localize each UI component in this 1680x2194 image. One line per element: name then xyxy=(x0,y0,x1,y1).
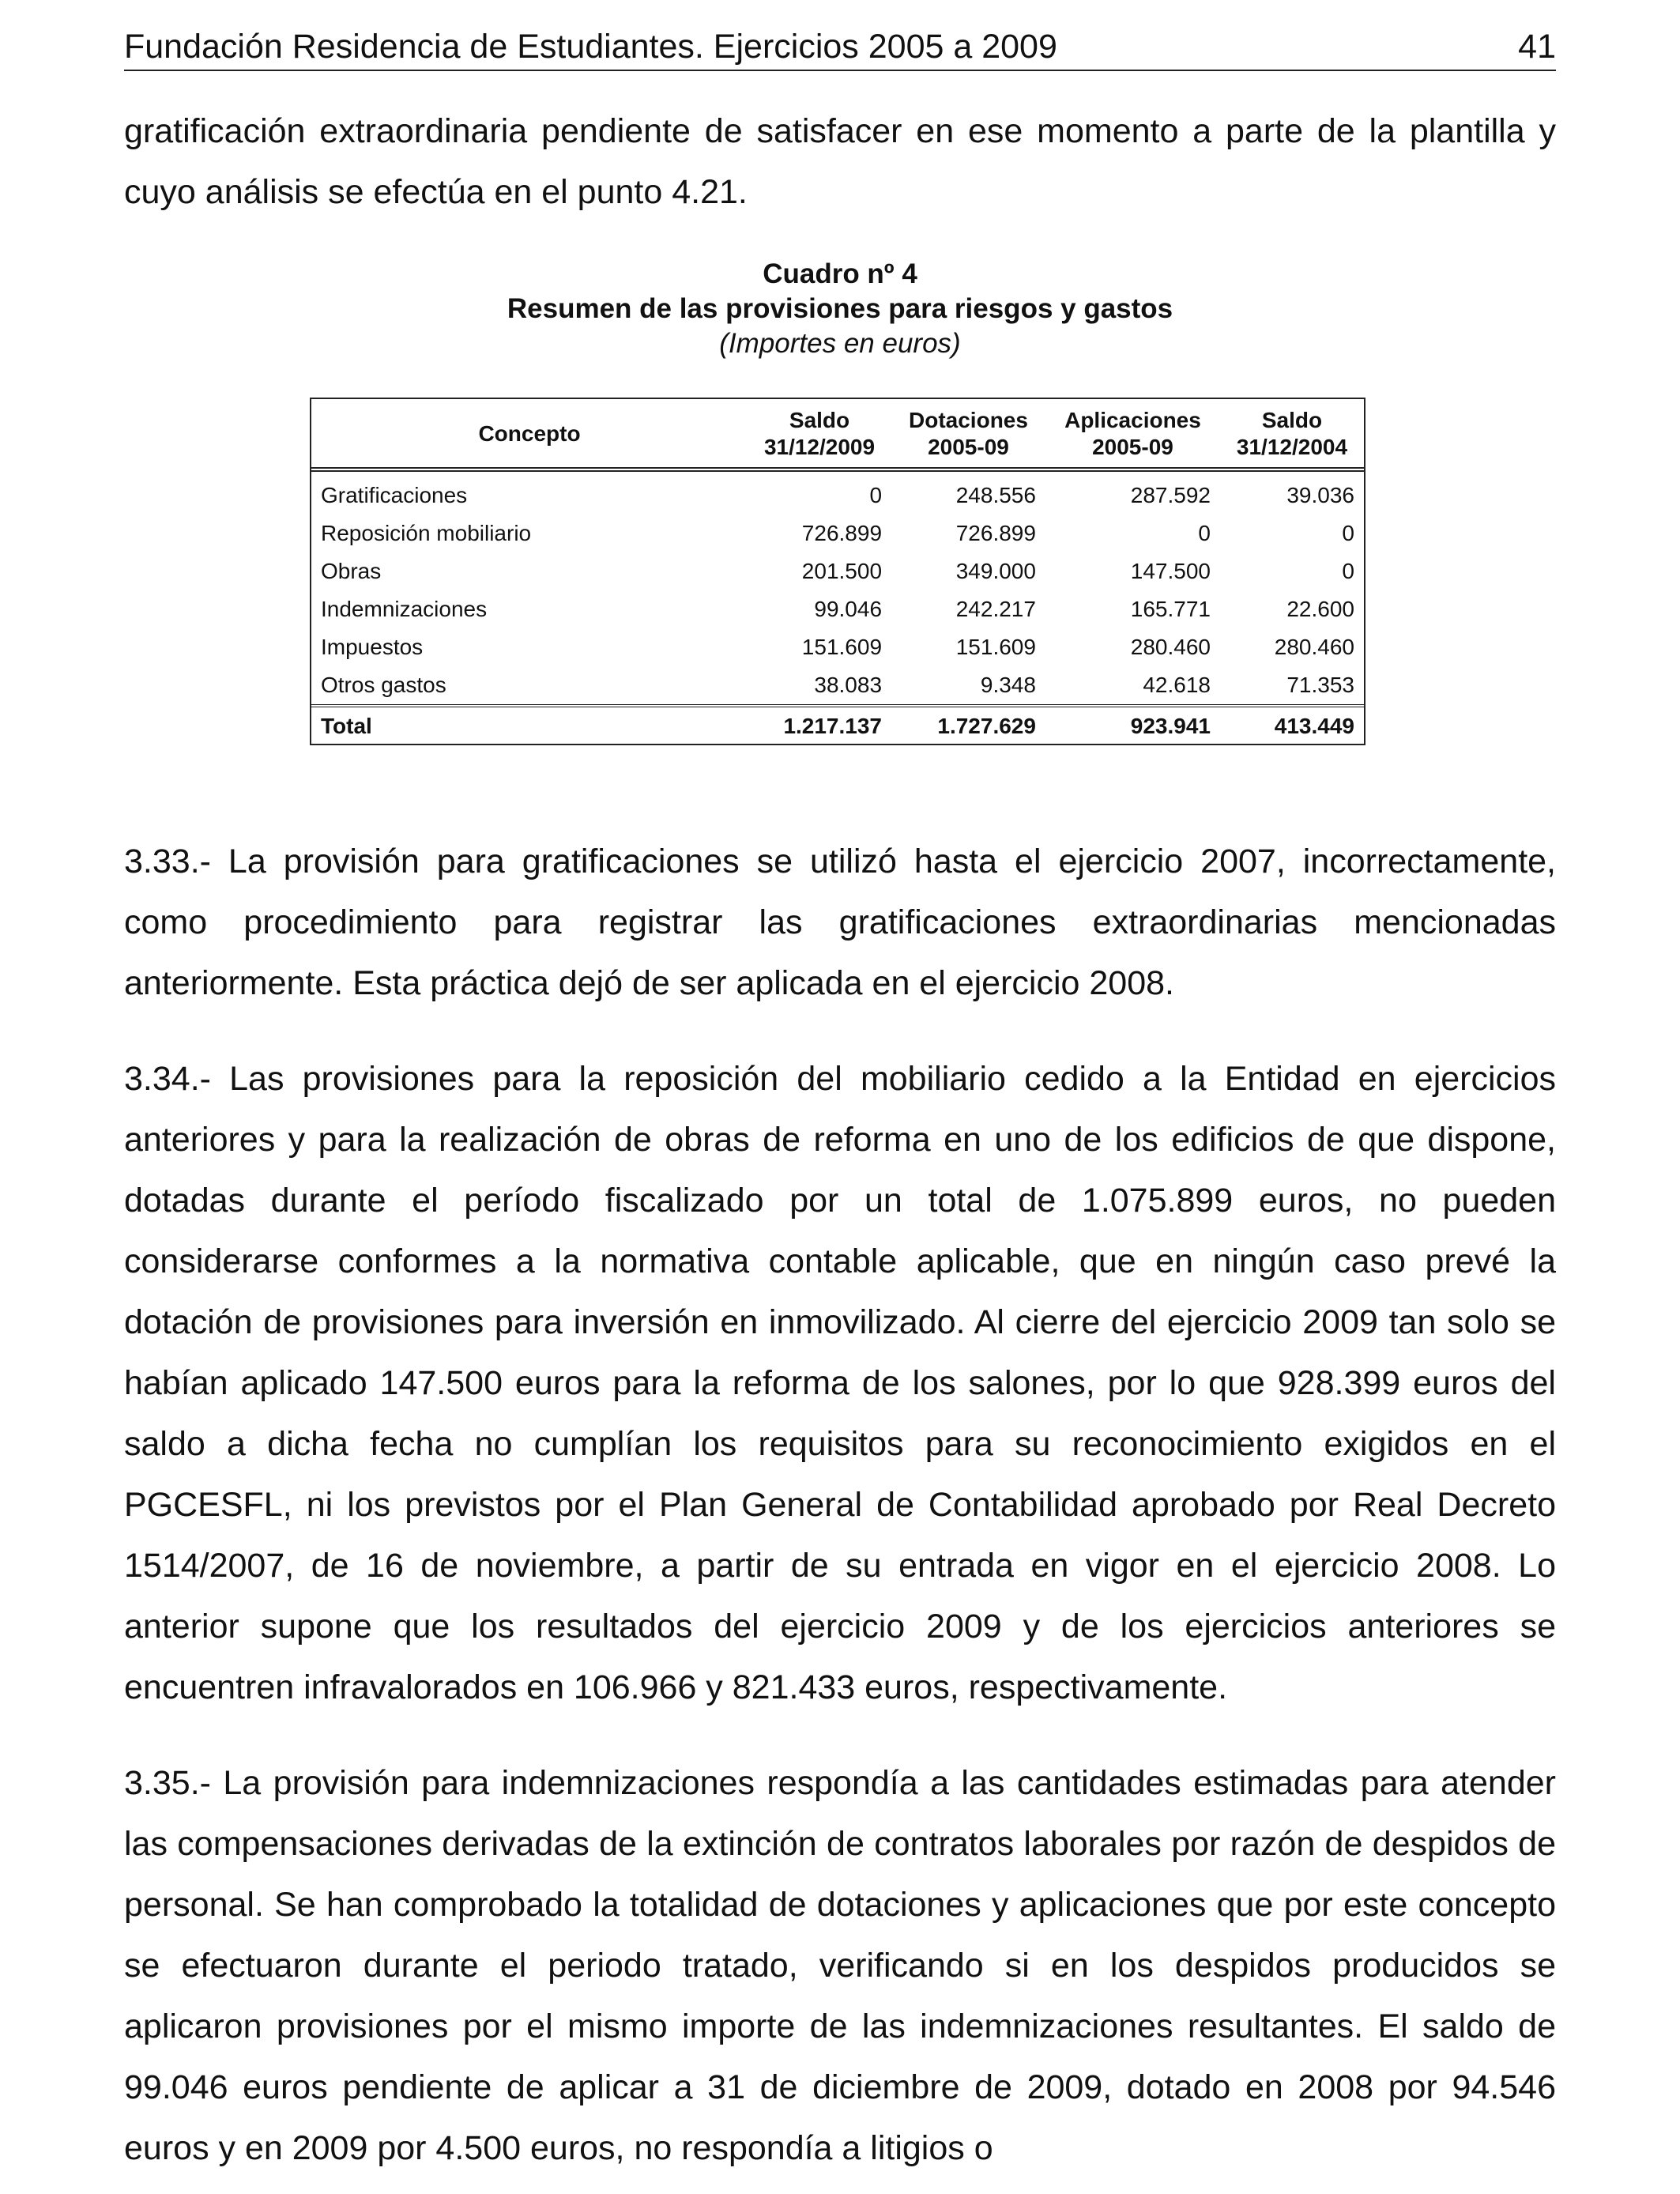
header-saldo-2009-line2: 31/12/2009 xyxy=(763,435,876,459)
table-row xyxy=(311,628,1364,666)
cell-saldo-2009: 201.500 xyxy=(801,559,883,583)
cell-dotaciones: 349.000 xyxy=(955,559,1036,583)
header-saldo-2009 xyxy=(748,399,891,469)
table-number: Cuadro nº 4 xyxy=(763,258,917,289)
cell-concepto: Reposición mobiliario xyxy=(321,521,532,545)
paragraph-3-33: 3.33.- La provisión para gratificaciones se utilizó hasta el ejercicio 2007, incorrectamente, como procedimiento para registrar las gratificaciones extraordinarias mencionadas anteriormente. Esta práctica dejó de ser aplicada en el ejercicio 2008. xyxy=(124,843,1556,1002)
total-dotaciones: 1.727.629 xyxy=(891,706,1045,745)
cell-aplicaciones: 147.500 xyxy=(1130,559,1211,583)
header-title: Fundación Residencia de Estudiantes. Ejercicios 2005 a 2009 xyxy=(124,28,1057,66)
header-aplicaciones-line2: 2005-09 xyxy=(1092,435,1173,459)
cell-dotaciones: 9.348 xyxy=(980,673,1036,697)
cell-aplicaciones: 0 xyxy=(1198,521,1211,545)
header-saldo-2004-line1: Saldo xyxy=(1261,408,1323,432)
intro-paragraph: gratificación extraordinaria pendiente de satisfacer en ese momento a parte de la plantilla y cuyo análisis se efectúa en el punto 4.21. xyxy=(124,112,1556,211)
header-concepto: Concepto xyxy=(311,399,748,469)
page-number: 41 xyxy=(1518,28,1556,66)
document-page xyxy=(124,0,1556,2194)
cell-saldo-2009: 99.046 xyxy=(814,597,883,621)
cell-aplicaciones: 287.592 xyxy=(1130,483,1211,507)
cell-concepto: Otros gastos xyxy=(321,673,446,697)
cell-saldo-2004: 0 xyxy=(1342,559,1354,583)
paragraph-3-34: 3.34.- Las provisiones para la reposición del mobiliario cedido a la Entidad en ejercicios anteriores y para la realización de obras de reforma en uno de los edificios de que dispone, dotadas durante el período fiscalizado por un total de 1.075.899 euros, no pueden considerarse conformes a la normativa contable aplicable, que en ningún caso prevé la dotación de provisiones para inversión en inmovilizado. Al cierre del ejercicio 2009 tan solo se habían aplicado 147.500 euros para la reforma de los salones, por lo que 928.399 euros del saldo a dicha fecha no cumplían los requisitos para su reconocimiento exigidos en el PGCESFL, ni los previstos por el Plan General de Contabilidad aprobado por Real Decreto 1514/2007, de 16 de noviembre, a partir de su entrada en vigor en el ejercicio 2008. Lo anterior supone que los resultados del ejercicio 2009 y de los ejercicios anteriores se encuentren infravalorados en 106.966 y 821.433 euros, respectivamente. xyxy=(124,1060,1556,1706)
total-saldo-2009: 1.217.137 xyxy=(748,706,891,745)
cell-saldo-2009: 151.609 xyxy=(801,635,883,659)
table-row xyxy=(311,590,1364,628)
table-total-row xyxy=(311,706,1364,745)
table-row xyxy=(311,666,1364,706)
total-aplicaciones: 923.941 xyxy=(1045,706,1220,745)
header-dotaciones xyxy=(891,399,1045,469)
cell-aplicaciones: 280.460 xyxy=(1130,635,1211,659)
table-row xyxy=(311,552,1364,590)
table-caption xyxy=(124,257,1556,361)
cell-saldo-2004: 0 xyxy=(1342,521,1354,545)
table-subtitle: (Importes en euros) xyxy=(719,328,961,359)
cell-saldo-2004: 22.600 xyxy=(1286,597,1354,621)
cell-dotaciones: 242.217 xyxy=(955,597,1036,621)
header-saldo-2004 xyxy=(1220,399,1364,469)
page-header xyxy=(124,24,1556,71)
header-dotaciones-line1: Dotaciones xyxy=(909,408,1028,432)
cell-aplicaciones: 42.618 xyxy=(1143,673,1211,697)
cell-saldo-2004: 71.353 xyxy=(1286,673,1354,697)
total-saldo-2004: 413.449 xyxy=(1220,706,1364,745)
header-saldo-2009-line1: Saldo xyxy=(789,408,850,432)
table-title: Resumen de las provisiones para riesgos y gastos xyxy=(507,293,1173,324)
header-saldo-2004-line2: 31/12/2004 xyxy=(1236,435,1348,459)
cell-saldo-2004: 280.460 xyxy=(1274,635,1354,659)
cell-aplicaciones: 165.771 xyxy=(1130,597,1211,621)
paragraph-3-35: 3.35.- La provisión para indemnizaciones respondía a las cantidades estimadas para atender las compensaciones derivadas de la extinción de contratos laborales por razón de despidos de personal. Se han comprobado la totalidad de dotaciones y aplicaciones que por este concepto se efectuaron durante el periodo tratado, verificando si en los despidos producidos se aplicaron provisiones por el mismo importe de las indemnizaciones resultantes. El saldo de 99.046 euros pendiente de aplicar a 31 de diciembre de 2009, dotado en 2008 por 94.546 euros y en 2009 por 4.500 euros, no respondía a litigios o xyxy=(124,1764,1556,2167)
cell-saldo-2009: 0 xyxy=(869,483,883,507)
cell-saldo-2009: 38.083 xyxy=(814,673,883,697)
cell-dotaciones: 726.899 xyxy=(955,521,1036,545)
cell-saldo-2009: 726.899 xyxy=(801,521,883,545)
header-aplicaciones xyxy=(1045,399,1220,469)
cell-saldo-2004: 39.036 xyxy=(1286,483,1354,507)
cell-concepto: Gratificaciones xyxy=(321,483,468,507)
table-header-row xyxy=(311,399,1364,469)
table-row xyxy=(311,469,1364,515)
header-dotaciones-line2: 2005-09 xyxy=(928,435,1009,459)
table-row xyxy=(311,515,1364,552)
cell-dotaciones: 248.556 xyxy=(955,483,1036,507)
header-aplicaciones-line1: Aplicaciones xyxy=(1064,408,1201,432)
cell-concepto: Obras xyxy=(321,559,382,583)
total-label: Total xyxy=(311,706,748,745)
provisions-table xyxy=(310,398,1365,745)
cell-dotaciones: 151.609 xyxy=(955,635,1036,659)
cell-concepto: Impuestos xyxy=(321,635,424,659)
cell-concepto: Indemnizaciones xyxy=(321,597,488,621)
